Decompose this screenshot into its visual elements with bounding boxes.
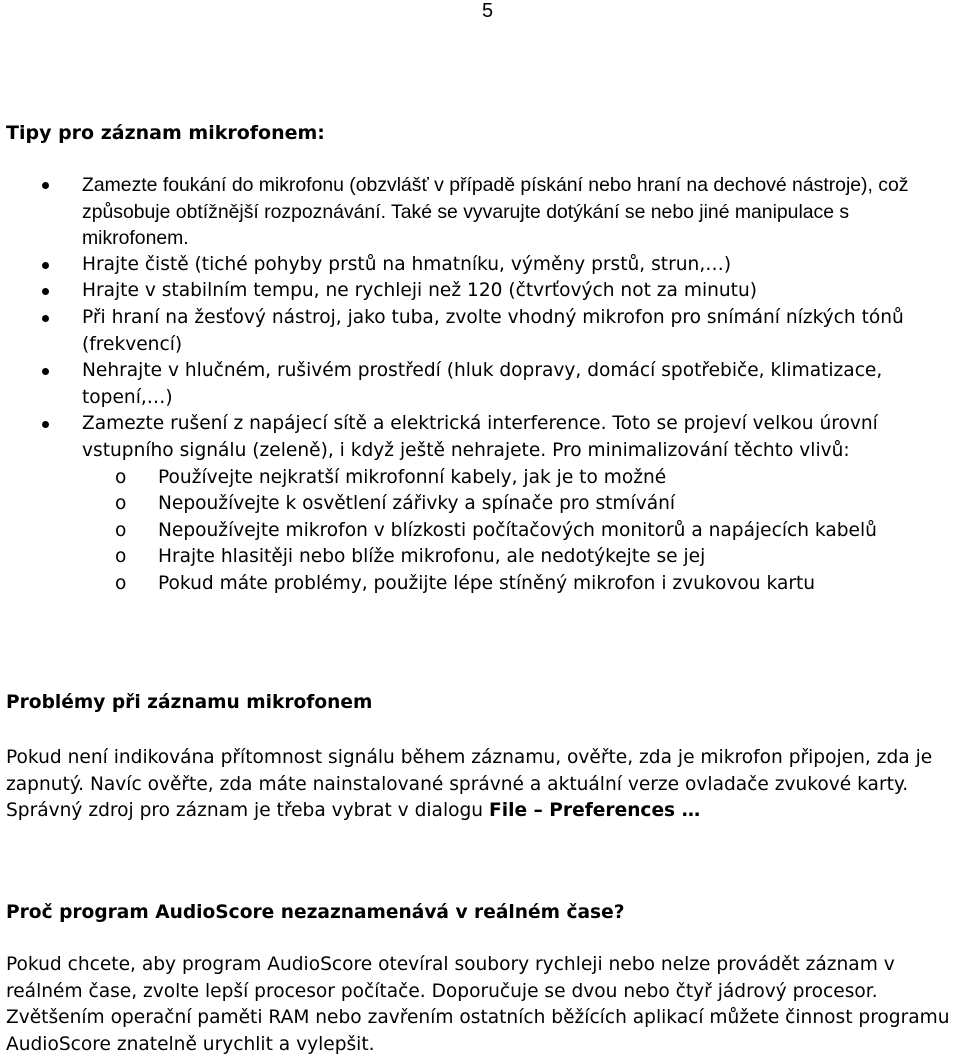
- paragraph-text: Pokud není indikována přítomnost signálu během záznamu, ověřte, zda je mikrofon připojen, zda je zapnutý. Navíc ověřte, zda máte nainstalované správné a aktuální verze ovladače zvukové karty. Správný zdroj pro záznam je třeba vybrat v dialogu: [6, 747, 933, 822]
- sublist-item: [82, 491, 960, 518]
- sublist-item-text: Nepoužívejte mikrofon v blízkosti počítačových monitorů a napájecích kabelů: [158, 519, 877, 541]
- sublist-item-text: Používejte nejkratší mikrofonní kabely, jak je to možné: [158, 466, 667, 488]
- list-item: [0, 305, 960, 358]
- bullet-dot-icon: [42, 262, 49, 269]
- bullet-dot-icon: [42, 288, 49, 295]
- circle-bullet-icon: o: [115, 493, 127, 515]
- bullet-dot-icon: [42, 315, 49, 322]
- page-number: 5: [482, 0, 494, 22]
- sublist-item: [82, 465, 960, 492]
- list-item-text: Hrajte čistě (tiché pohyby prstů na hmatníku, výměny prstů, strun,…): [82, 253, 732, 275]
- list-item-text-continued: Toto se projeví velkou úrovní vstupního signálu (zeleně), i když ještě nehrajete.: [82, 413, 878, 461]
- sublist-item: [82, 518, 960, 545]
- circle-bullet-icon: o: [115, 572, 127, 594]
- list-item-text-continued: Pro minimalizování těchto vlivů:: [546, 439, 850, 461]
- circle-bullet-icon: o: [115, 546, 127, 568]
- section-title-realtime: Proč program AudioScore nezaznamenává v reálném čase?: [6, 902, 625, 923]
- tips-list: [0, 172, 960, 598]
- sublist-item: [82, 571, 960, 598]
- menu-path-text: File – Preferences …: [489, 800, 701, 822]
- sublist-item-text: Nepoužívejte k osvětlení zářivky a spínače pro stmívání: [158, 493, 676, 515]
- bullet-dot-icon: [42, 368, 49, 375]
- list-item: [0, 252, 960, 279]
- bullet-dot-icon: [42, 182, 49, 189]
- list-item-text: Zamezte rušení z napájecí sítě a elektrická interference.: [82, 413, 607, 435]
- sublist-item-text: Pokud máte problémy, použijte lépe stíněný mikrofon i zvukovou kartu: [158, 572, 816, 594]
- list-item-text: Zamezte foukání do mikrofonu (obzvlášť v případě pískání nebo hraní na dechové nástroje), což způsobuje obtížnější rozpoznávání. Také se vyvarujte dotýkání se nebo jiné manipulace s mikrofonem.: [82, 174, 909, 250]
- list-item: [0, 358, 960, 411]
- section-title-microphone-tips: Tipy pro záznam mikrofonem:: [6, 122, 325, 144]
- list-item-text: Nehrajte v hlučném, rušivém prostředí (hluk dopravy, domácí spotřebiče, klimatizace, topení,…): [82, 360, 883, 408]
- list-item-text: Při hraní na žesťový nástroj, jako tuba, zvolte vhodný mikrofon pro snímání nízkých tónů (frekvencí): [82, 306, 904, 355]
- list-item: [0, 411, 960, 597]
- section-title-recording-problems: Problémy při záznamu mikrofonem: [6, 692, 373, 713]
- sublist-item: [82, 544, 960, 571]
- list-item-text: Hrajte v stabilním tempu, ne rychleji než 120 (čtvrťových not za minutu): [82, 280, 758, 302]
- circle-bullet-icon: o: [115, 519, 127, 541]
- bullet-dot-icon: [42, 421, 49, 428]
- list-item: [0, 278, 960, 305]
- realtime-paragraph: Pokud chcete, aby program AudioScore otevíral soubory rychleji nebo nelze provádět záznam v reálném čase, zvolte lepší procesor počítače. Doporučuje se dvou nebo čtyř jádrový procesor. Zvětšením operační paměti RAM nebo zavřením ostatních běžících aplikací můžete činnost programu AudioScore znatelně urychlit a vylepšit.: [6, 954, 950, 1055]
- sublist: [82, 465, 960, 598]
- recording-problems-paragraph: [6, 745, 960, 825]
- circle-bullet-icon: o: [115, 466, 127, 488]
- list-item: [0, 172, 960, 252]
- sublist-item-text: Hrajte hlasitěji nebo blíže mikrofonu, ale nedotýkejte se jej: [158, 546, 706, 568]
